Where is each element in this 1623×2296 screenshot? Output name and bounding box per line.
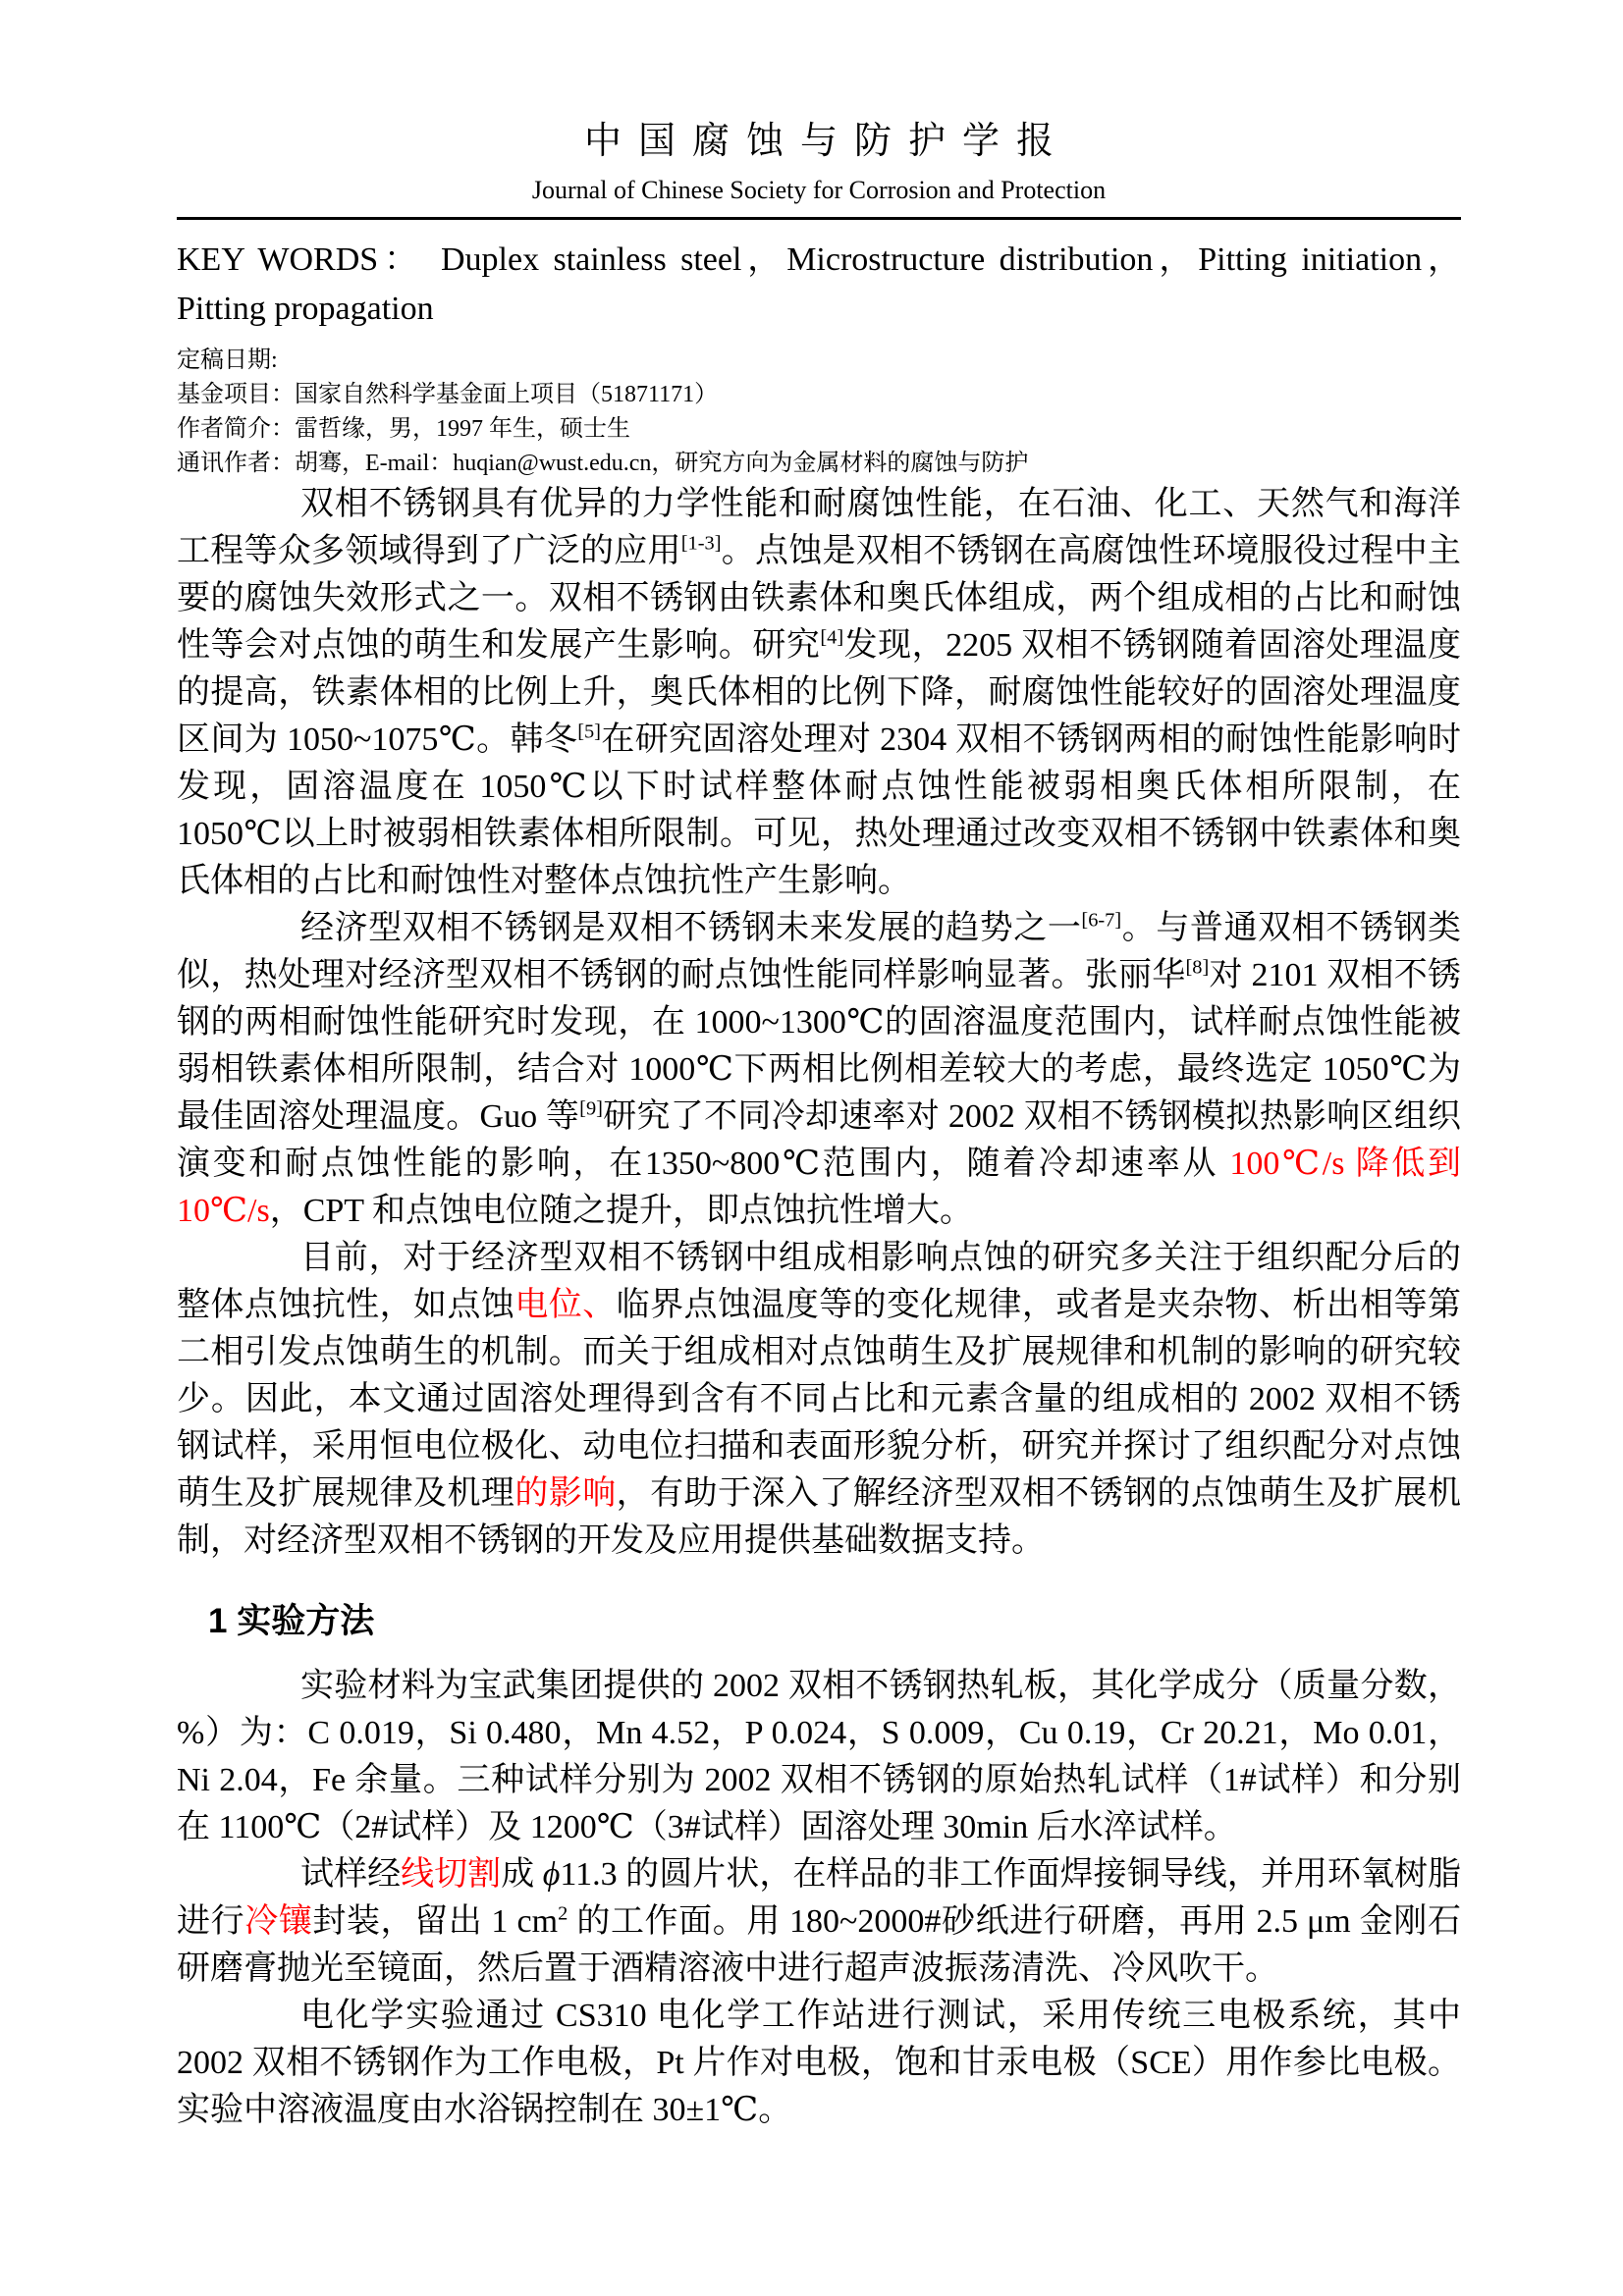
text-segment: [5] [577, 721, 601, 743]
text-segment: 的影响 [514, 1475, 617, 1512]
text-segment: 2 [558, 1902, 568, 1925]
keywords-label: KEY WORDS： [177, 241, 423, 278]
text-segment: 在研究固溶处理对 2304 双相不锈钢两相的耐蚀性能影响时发现，固溶温度在 1050℃以下时试样整体耐点蚀性能被弱相奥氏体相所限制，在 1050℃以上时被弱相铁素体相所限制。可见，热处理通过改变双相不锈钢中铁素体和奥氏体相的占比和耐蚀性对整体点蚀抗性产生影响。 [177, 721, 1461, 899]
text-segment: ϕ [542, 1856, 561, 1893]
text-segment: 研究了不同冷却速率对 2002 双相不锈钢模拟热影响区组织演变和耐点蚀性能的影响，在1350~800℃范围内，随着冷却速率从 [177, 1098, 1461, 1182]
journal-title-en: Journal of Chinese Society for Corrosion and Protection [531, 176, 1107, 204]
text-segment: 的工作面。用 180~2000#砂纸进行研磨，再用 2.5 μm 金刚石研磨膏抛光至镜面，然后置于酒精溶液中进行超声波振荡清洗、冷风吹干。 [177, 1903, 1461, 1987]
text-segment: 电化学实验通过 CS310 电化学工作站进行测试，采用传统三电极系统，其中 2002 双相不锈钢作为工作电极，Pt 片作对电极，饱和甘汞电极（SCE）用作参比电极。实验中溶液温度由水浴锅控制在 30±1℃。 [177, 1998, 1461, 2128]
text-segment: 临界点蚀温度等的变化规律，或者是夹杂物、析出相等第二相引发点蚀萌生的机制。而关于组成相对点蚀萌生及扩展规律和机制的影响的研究较少。因此，本文通过固溶处理得到含有不同占比和元素含量的组成相的 2002 双相不锈钢试样，采用恒电位极化、动电位扫描和表面形貌分析，研究并探讨了组织配分对点蚀萌生及扩展规律及机理 [177, 1287, 1462, 1512]
text-segment: [6-7] [1081, 909, 1122, 932]
meta-author-bio: 作者简介：雷哲缘，男，1997 年生，硕士生 [177, 416, 630, 442]
text-segment: 冷镶 [244, 1903, 313, 1940]
text-segment: 对 2101 双相不锈钢的两相耐蚀性能研究时发现，在 1000~1300℃的固溶温度范围内，试样耐点蚀性能被弱相铁素体相所限制，结合对 1000℃下两相比例相差较大的考虑，最终选定 1050℃为最佳固溶处理温度。Guo 等 [177, 957, 1462, 1135]
text-segment: 。与普通双相不锈钢类似，热处理对经济型双相不锈钢的耐点蚀性能同样影响显著。张丽华 [177, 910, 1461, 993]
text-segment: 发现，2205 双相不锈钢随着固溶处理温度的提高，铁素体相的比例上升，奥氏体相的比例下降，耐腐蚀性能较好的固溶处理温度区间为 1050~1075℃。韩冬 [177, 627, 1462, 758]
manuscript-meta [177, 344, 1461, 481]
text-segment: 100℃/s 降低到 10℃/s [177, 1146, 1461, 1229]
paragraph-intro-1 [177, 481, 1461, 905]
text-segment: 11.3 的圆片状，在样品的非工作面焊接铜导线，并用环氧树脂进行 [177, 1856, 1462, 1940]
text-segment: 。点蚀是双相不锈钢在高腐蚀性环境服役过程中主要的腐蚀失效形式之一。双相不锈钢由铁素体和奥氏体组成，两个组成相的占比和耐蚀性等会对点蚀的萌生和发展产生影响。研究 [177, 533, 1462, 664]
meta-fund-project: 基金项目：国家自然科学基金面上项目（51871171） [177, 382, 719, 407]
paragraph-intro-3 [177, 1235, 1461, 1565]
text-segment: ，有助于深入了解经济型双相不锈钢的点蚀萌生及扩展机制，对经济型双相不锈钢的开发及应用提供基础数据支持。 [177, 1475, 1462, 1559]
paragraph-method-2 [177, 1851, 1461, 1993]
meta-corresponding-author: 通讯作者：胡骞，E-mail：huqian@wust.edu.cn，研究方向为金属材料的腐蚀与防护 [177, 451, 1029, 476]
paragraph-method-1 [177, 1663, 1461, 1851]
text-segment: 封装，留出 1 cm [312, 1903, 559, 1940]
text-segment: [9] [579, 1097, 603, 1120]
journal-title-cn: 中国腐蚀与防护学报 [583, 121, 1070, 162]
meta-finalized-date: 定稿日期: [177, 347, 278, 373]
keywords-line [177, 236, 1461, 334]
text-segment: 成 [501, 1856, 543, 1893]
text-segment: 实验材料为宝武集团提供的 2002 双相不锈钢热轧板，其化学成分（质量分数，%）为：C 0.019，Si 0.480，Mn 4.52，P 0.024，S 0.009，Cu 0.19，Cr 20.21，Mo 0.01，Ni 2.04，Fe 余量。三种试样分别为 2002 双相不锈钢的原始热轧试样（1#试样）和分别在 1100℃（2#试样）及 1200℃（3#试样）固溶处理 30min 后水淬试样。 [177, 1668, 1461, 1845]
text-segment: ，CPT 和点蚀电位随之提升，即点蚀抗性增大。 [269, 1193, 973, 1229]
paragraph-method-3 [177, 1993, 1461, 2134]
keywords-text: Duplex stainless steel，Microstructure distribution，Pitting initiation，Pitting propagation [177, 241, 1461, 327]
text-segment: 双相不锈钢具有优异的力学性能和耐腐蚀性能，在石油、化工、天然气和海洋工程等众多领域得到了广泛的应用 [177, 486, 1461, 569]
text-segment: [1-3] [680, 532, 722, 555]
text-segment: [4] [820, 626, 844, 649]
paragraph-intro-2 [177, 905, 1461, 1235]
text-segment: 线切割 [401, 1856, 502, 1893]
text-segment: 电位、 [514, 1287, 617, 1323]
text-segment: 试样经 [300, 1856, 402, 1893]
header-rule [177, 217, 1461, 220]
text-segment: 经济型双相不锈钢是双相不锈钢未来发展的趋势之一 [300, 910, 1082, 946]
body-text [177, 481, 1461, 2134]
text-segment: 目前，对于经济型双相不锈钢中组成相影响点蚀的研究多关注于组织配分后的整体点蚀抗性，如点蚀 [177, 1240, 1461, 1323]
section-heading-1: 1 实验方法 [208, 1602, 375, 1640]
text-segment: [8] [1185, 956, 1210, 979]
